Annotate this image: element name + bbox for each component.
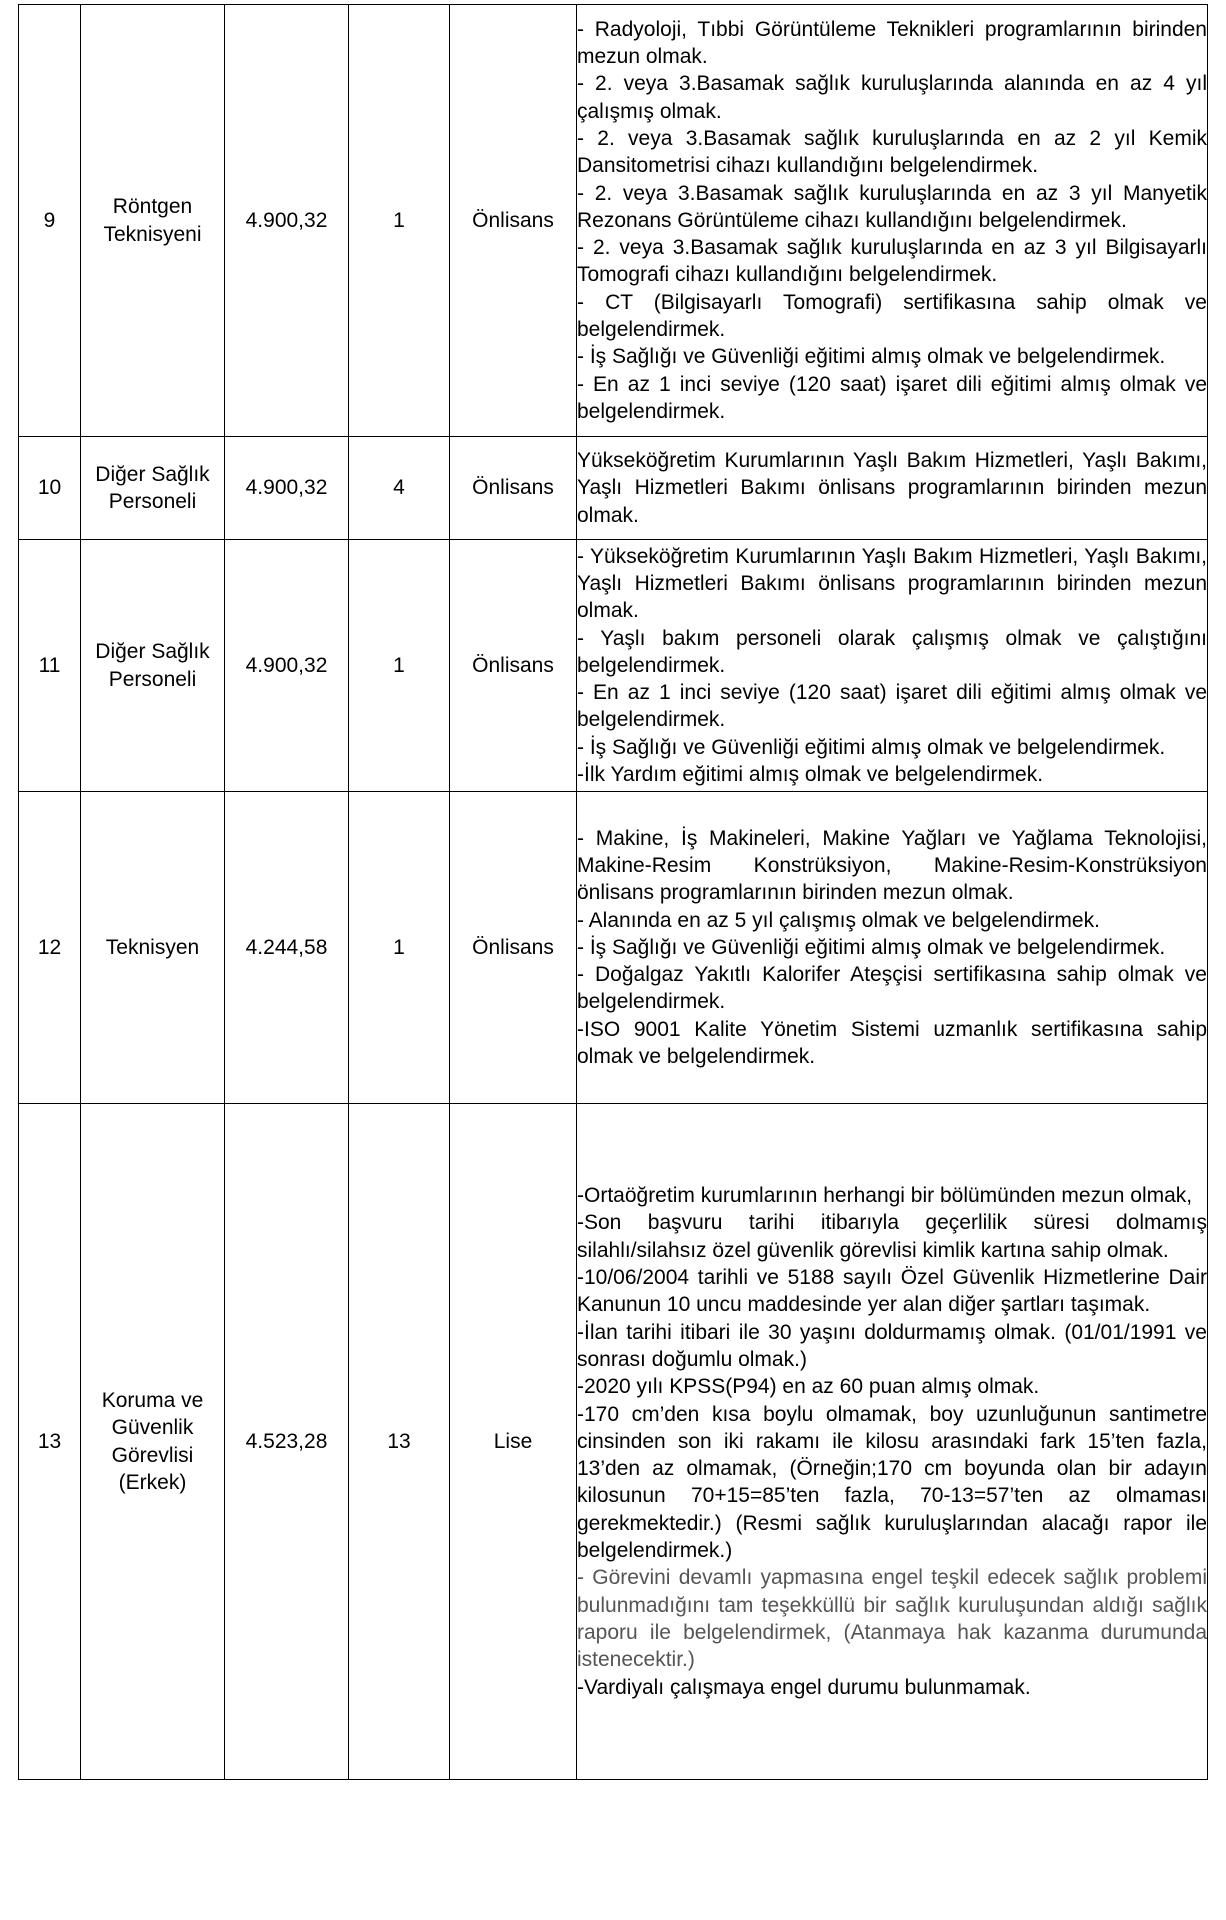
position-title: Diğer Sağlık Personeli bbox=[81, 540, 225, 792]
requirements bbox=[577, 5, 1208, 437]
salary: 4.244,58 bbox=[225, 792, 349, 1104]
position-count: 1 bbox=[349, 540, 450, 792]
requirement-item: - İş Sağlığı ve Güvenliği eğitimi almış olmak ve belgelendirmek. bbox=[577, 935, 1166, 959]
requirement-item: - Doğalgaz Yakıtlı Kalorifer Ateşçisi sertifikasına sahip olmak ve belgelendirmek. bbox=[577, 963, 1207, 1014]
requirement-item: - Radyoloji, Tıbbi Görüntüleme Teknikleri programlarının birinden mezun olmak. bbox=[577, 17, 1207, 69]
requirement-item: -2020 yılı KPSS(P94) en az 60 puan almış olmak. bbox=[577, 1375, 1040, 1399]
requirement-item: - Yükseköğretim Kurumlarının Yaşlı Bakım Hizmetleri, Yaşlı Bakımı, Yaşlı Hizmetleri Bakımı önlisans programlarının birinden mezun olmak. bbox=[577, 544, 1207, 623]
position-requirements-table bbox=[18, 4, 1208, 1780]
requirement-item: - 2. veya 3.Basamak sağlık kuruluşlarında en az 2 yıl Kemik Dansitometrisi cihazı kullandığını belgelendirmek. bbox=[577, 126, 1207, 178]
requirements bbox=[577, 437, 1208, 540]
row-number: 13 bbox=[19, 1104, 81, 1780]
requirement-item: - İş Sağlığı ve Güvenliği eğitimi almış olmak ve belgelendirmek. bbox=[577, 345, 1166, 369]
requirement-item: -ISO 9001 Kalite Yönetim Sistemi uzmanlık sertifikasına sahip olmak ve belgelendirmek. bbox=[577, 1017, 1207, 1069]
requirement-item: - 2. veya 3.Basamak sağlık kuruluşlarında alanında en az 4 yıl çalışmış olmak. bbox=[577, 72, 1207, 123]
education-level: Önlisans bbox=[450, 5, 577, 437]
table-row bbox=[19, 792, 1208, 1104]
requirement-item: - İş Sağlığı ve Güvenliği eğitimi almış olmak ve belgelendirmek. bbox=[577, 735, 1166, 759]
position-title: Diğer Sağlık Personeli bbox=[81, 437, 225, 540]
requirement-item: - Alanında en az 5 yıl çalışmış olmak ve belgelendirmek. bbox=[577, 908, 1100, 932]
position-count: 4 bbox=[349, 437, 450, 540]
requirement-item: - En az 1 inci seviye (120 saat) işaret dili eğitimi almış olmak ve belgelendirmek. bbox=[577, 372, 1207, 423]
position-count: 1 bbox=[349, 5, 450, 437]
salary: 4.900,32 bbox=[225, 540, 349, 792]
education-level: Önlisans bbox=[450, 792, 577, 1104]
requirement-item: -İlan tarihi itibari ile 30 yaşını doldurmamış olmak. (01/01/1991 ve sonrası doğumlu olmak.) bbox=[577, 1320, 1207, 1371]
requirement-item: -Son başvuru tarihi itibarıyla geçerlilik süresi dolmamış silahlı/silahsız özel güvenlik görevlisi kimlik kartına sahip olmak. bbox=[577, 1211, 1207, 1262]
requirement-item: - En az 1 inci seviye (120 saat) işaret dili eğitimi almış olmak ve belgelendirmek. bbox=[577, 681, 1207, 732]
salary: 4.900,32 bbox=[225, 437, 349, 540]
requirement-item: - CT (Bilgisayarlı Tomografi) sertifikasına sahip olmak ve belgelendirmek. bbox=[577, 290, 1207, 342]
education-level: Lise bbox=[450, 1104, 577, 1780]
requirement-item: -170 cm’den kısa boylu olmamak, boy uzunluğunun santimetre cinsinden son iki rakamı ile kilosu arasındaki fark 15’ten fazla, 13’den az olmamak, (Örneğin;170 cm boyunda olan bir adayın kilosunun 70+15=85’ten fazla, 70-13=57’ten az olmaması gerekmektedir.) (Resmi sağlık kuruluşlarından alacağı rapor ile belgelendirmek.) bbox=[577, 1402, 1207, 1563]
requirement-item: -İlk Yardım eğitimi almış olmak ve belgelendirmek. bbox=[577, 763, 1044, 787]
requirements bbox=[577, 540, 1208, 792]
position-count: 13 bbox=[349, 1104, 450, 1780]
row-number: 12 bbox=[19, 792, 81, 1104]
requirements bbox=[577, 1104, 1208, 1780]
requirement-item: - 2. veya 3.Basamak sağlık kuruluşlarında en az 3 yıl Bilgisayarlı Tomografi cihazı kullandığını belgelendirmek. bbox=[577, 236, 1207, 287]
table-row bbox=[19, 437, 1208, 540]
requirement-item: -Ortaöğretim kurumlarının herhangi bir bölümünden mezun olmak, bbox=[577, 1184, 1193, 1208]
education-level: Önlisans bbox=[450, 437, 577, 540]
requirement-item: -Vardiyalı çalışmaya engel durumu bulunmamak. bbox=[577, 1675, 1031, 1699]
requirement-item: Yükseköğretim Kurumlarının Yaşlı Bakım Hizmetleri, Yaşlı Bakımı, Yaşlı Hizmetleri Bakımı önlisans programlarının birinden mezun olmak. bbox=[577, 449, 1207, 527]
requirement-item: - Görevini devamlı yapmasına engel teşkil edecek sağlık problemi bulunmadığını tam teşekküllü bir sağlık kuruluşundan aldığı sağlık raporu ile belgelendirmek, (Atanmaya hak kazanma durumunda istenecektir.) bbox=[577, 1566, 1207, 1672]
salary: 4.523,28 bbox=[225, 1104, 349, 1780]
requirements bbox=[577, 792, 1208, 1104]
row-number: 10 bbox=[19, 437, 81, 540]
requirement-item: - Makine, İş Makineleri, Makine Yağları ve Yağlama Teknolojisi, Makine-Resim Konstrüksiyon, Makine-Resim-Konstrüksiyon önlisans programlarının birinden mezun olmak. bbox=[577, 826, 1207, 905]
position-title: Koruma ve Güvenlik Görevlisi (Erkek) bbox=[81, 1104, 225, 1780]
salary: 4.900,32 bbox=[225, 5, 349, 437]
requirement-item: -10/06/2004 tarihli ve 5188 sayılı Özel Güvenlik Hizmetlerine Dair Kanunun 10 uncu maddesinde yer alan diğer şartları taşımak. bbox=[577, 1266, 1207, 1317]
table-row bbox=[19, 1104, 1208, 1780]
row-number: 11 bbox=[19, 540, 81, 792]
table-row bbox=[19, 5, 1208, 437]
position-title: Röntgen Teknisyeni bbox=[81, 5, 225, 437]
position-count: 1 bbox=[349, 792, 450, 1104]
education-level: Önlisans bbox=[450, 540, 577, 792]
row-number: 9 bbox=[19, 5, 81, 437]
requirement-item: - Yaşlı bakım personeli olarak çalışmış olmak ve çalıştığını belgelendirmek. bbox=[577, 626, 1207, 677]
position-title: Teknisyen bbox=[81, 792, 225, 1104]
requirement-item: - 2. veya 3.Basamak sağlık kuruluşlarında en az 3 yıl Manyetik Rezonans Görüntüleme cihazı kullandığını belgelendirmek. bbox=[577, 181, 1207, 232]
table-row bbox=[19, 540, 1208, 792]
